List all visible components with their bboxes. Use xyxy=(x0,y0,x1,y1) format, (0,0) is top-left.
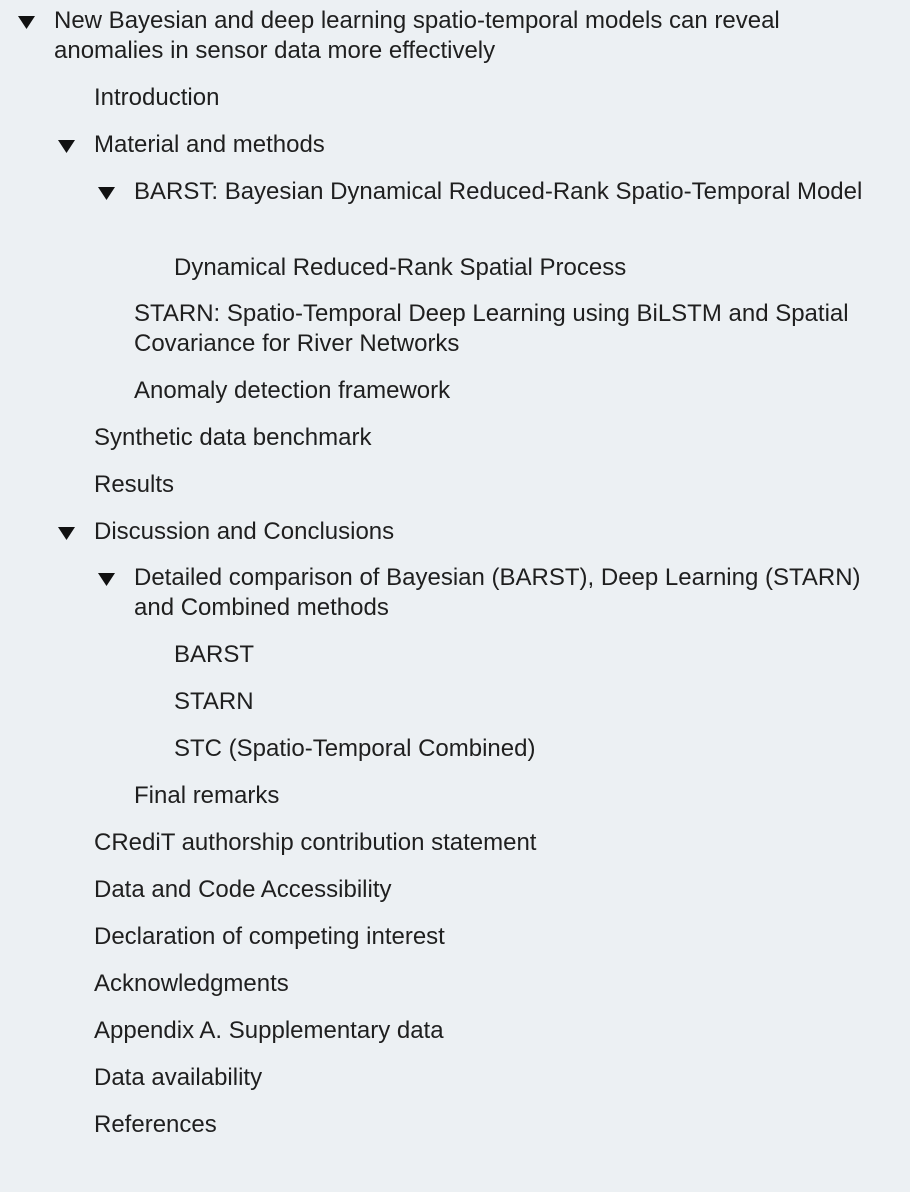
toc-item-synthetic-benchmark[interactable] xyxy=(94,423,874,453)
toc-item-label: BARST xyxy=(174,641,255,668)
toc-item-label: STARN xyxy=(174,688,254,715)
toc-item-label: Acknowledgments xyxy=(94,970,289,997)
toc-item-starn[interactable] xyxy=(174,687,874,717)
toc-item-appendix[interactable] xyxy=(94,1016,874,1046)
toc-item-label: Synthetic data benchmark xyxy=(94,424,372,451)
toc-item-discussion[interactable] xyxy=(94,517,874,547)
collapse-caret-icon[interactable] xyxy=(58,130,80,160)
toc-item-label: Anomaly detection framework xyxy=(134,377,451,404)
toc-item-label: Introduction xyxy=(94,84,220,111)
toc-item-label: Data availability xyxy=(94,1064,263,1091)
toc-item-barst-model[interactable] xyxy=(134,177,874,207)
toc-item-barst[interactable] xyxy=(174,640,874,670)
toc-item-label: Discussion and Conclusions xyxy=(94,518,395,545)
toc-item-label: New Bayesian and deep learning spatio-temporal models can reveal anomalies in sensor data more effectively xyxy=(54,7,780,64)
toc-item-label: Declaration of competing interest xyxy=(94,923,445,950)
toc-item-material-methods[interactable] xyxy=(94,130,874,160)
toc-item-detailed-comparison[interactable] xyxy=(134,563,874,623)
toc-item-acknowledgments[interactable] xyxy=(94,969,874,999)
toc-item-label: BARST: Bayesian Dynamical Reduced-Rank Spatio-Temporal Model xyxy=(134,178,863,205)
toc-item-credit[interactable] xyxy=(94,828,874,858)
toc-item-label: CRediT authorship contribution statement xyxy=(94,829,537,856)
toc-item-label: STARN: Spatio-Temporal Deep Learning using BiLSTM and Spatial Covariance for River Networks xyxy=(134,300,849,357)
toc-item-label: Data and Code Accessibility xyxy=(94,876,392,903)
toc-item-introduction[interactable] xyxy=(94,83,874,113)
toc-item-title[interactable] xyxy=(54,6,884,66)
toc-item-label: Appendix A. Supplementary data xyxy=(94,1017,444,1044)
collapse-caret-icon[interactable] xyxy=(58,517,80,547)
toc-item-data-availability[interactable] xyxy=(94,1063,874,1093)
toc-item-references[interactable] xyxy=(94,1110,874,1140)
toc-item-label: References xyxy=(94,1111,217,1138)
toc-item-label: Dynamical Reduced-Rank Spatial Process xyxy=(174,254,627,281)
toc-item-dynamical-process[interactable] xyxy=(174,253,874,283)
toc-item-label: STC (Spatio-Temporal Combined) xyxy=(174,735,536,762)
toc-item-declaration[interactable] xyxy=(94,922,874,952)
toc-item-label: Final remarks xyxy=(134,782,280,809)
toc-item-starn-model[interactable] xyxy=(134,299,874,359)
toc-item-label: Results xyxy=(94,471,175,498)
toc-item-stc[interactable] xyxy=(174,734,874,764)
toc-item-label: Material and methods xyxy=(94,131,325,158)
toc-item-final-remarks[interactable] xyxy=(134,781,874,811)
toc-item-results[interactable] xyxy=(94,470,874,500)
toc-item-data-code[interactable] xyxy=(94,875,874,905)
toc-item-anomaly-framework[interactable] xyxy=(134,376,874,406)
toc-item-label: Detailed comparison of Bayesian (BARST), Deep Learning (STARN) and Combined methods xyxy=(134,564,861,621)
collapse-caret-icon[interactable] xyxy=(98,177,120,207)
collapse-caret-icon[interactable] xyxy=(98,563,120,593)
collapse-caret-icon[interactable] xyxy=(18,6,40,36)
